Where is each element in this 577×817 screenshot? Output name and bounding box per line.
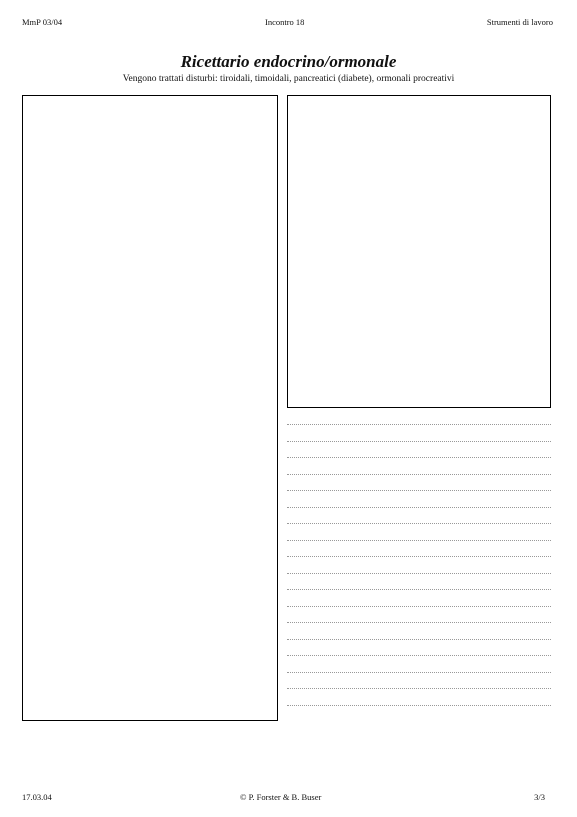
- note-line: [287, 672, 551, 673]
- note-line: [287, 507, 551, 508]
- note-line: [287, 523, 551, 524]
- note-line: [287, 556, 551, 557]
- note-line: [287, 655, 551, 656]
- header-left: MmP 03/04: [22, 17, 63, 27]
- page-subtitle: Vengono trattati disturbi: tiroidali, timoidali, pancreatici (diabete), ormonali procreativi: [122, 74, 455, 84]
- note-line: [287, 540, 551, 541]
- page-title: Ricettario endocrino/ormonale: [180, 52, 397, 71]
- footer-page: 3/3: [534, 792, 545, 802]
- footer-date: 17.03.04: [22, 792, 52, 802]
- note-line: [287, 705, 551, 706]
- note-line: [287, 688, 551, 689]
- note-line: [287, 573, 551, 574]
- note-line: [287, 639, 551, 640]
- note-line: [287, 606, 551, 607]
- note-line: [287, 457, 551, 458]
- note-line: [287, 441, 551, 442]
- right-recipe-box: [287, 95, 551, 408]
- note-line: [287, 474, 551, 475]
- left-recipe-box: [22, 95, 278, 721]
- note-line: [287, 424, 551, 425]
- note-line: [287, 490, 551, 491]
- header-center: Incontro 18: [265, 17, 305, 27]
- note-line: [287, 622, 551, 623]
- header-right: Strumenti di lavoro: [486, 17, 553, 27]
- note-line: [287, 589, 551, 590]
- footer-copyright: © P. Forster & B. Buser: [240, 792, 322, 802]
